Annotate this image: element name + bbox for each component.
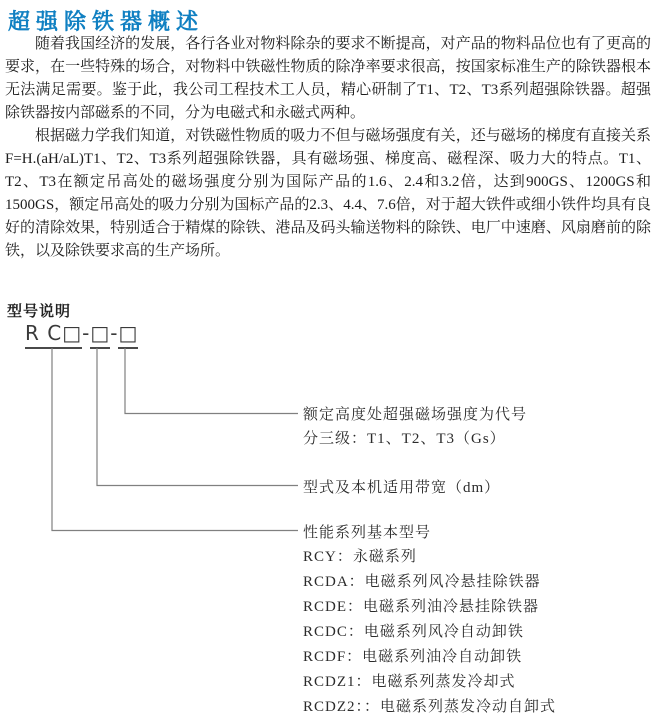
callout-field2: 型式及本机适用带宽（dm） [303,480,501,496]
series-item-rcdf: RCDF：电磁系列油冷自动卸铁 [303,649,523,665]
series-item-rcdc: RCDC：电磁系列风冷自动卸铁 [303,624,524,640]
model-code-dash-2: - [110,321,119,345]
series-item-rcdz1: RCDZ1：电磁系列蒸发冷却式 [303,674,516,690]
model-code-dash-1: - [82,321,91,345]
callout-field3-line2: 分三级：T1、T2、T3（Gs） [303,431,506,447]
series-list [303,545,556,715]
callout-line-field1 [52,348,298,531]
model-section-heading: 型号说明 [7,303,72,320]
callout-line-field3 [125,348,298,414]
page-title: 超强除铁器概述 [8,9,205,34]
callout-field1: 性能系列基本型号 [303,525,432,541]
model-code-box-3: □ [118,321,138,349]
overview-paragraph-2: 根据磁力学我们知道，对铁磁性物质的吸力不但与磁场强度有关，还与磁场的梯度有直接关系F=H.(aH/aL)T1、T2、T3系列超强除铁器，具有磁场强、梯度高、磁程深、吸力大的特点。T1、T2、T3在额定吊高处的磁场强度分别为国际产品的1.6、2.4和3.2倍，达到900GS、1200GS和1500GS，额定吊高处的吸力分别为国标产品的2.3、4.4、7.6倍，对于超大铁件或细小铁件均具有良好的清除效果，特别适合于精煤的除铁、港品及码头输送物料的除铁、电厂中速磨、风扇磨前的除铁，以及除铁要求高的生产场所。 [5,128,651,259]
model-code-prefix: R C□ [25,321,82,349]
model-code [25,321,138,345]
callout-line-field2 [97,348,298,486]
series-item-rcda: RCDA：电磁系列风冷悬挂除铁器 [303,574,541,590]
callout-field3-line1: 额定高度处超强磁场强度为代号 [303,407,528,423]
series-item-rcy: RCY：永磁系列 [303,549,417,565]
overview-paragraph-1: 随着我国经济的发展，各行各业对物料除杂的要求不断提高，对产品的物料品位也有了更高的要求，在一些特殊的场合，对物料中铁磁性物质的除净率要求很高，按国家标准生产的除铁器根本无法满足需要。鉴于此，我公司工程技术工人员，精心研制了T1、T2、T3系列超强除铁器。超强除铁器按内部磁系的不同，分为电磁式和永磁式两种。 [5,36,651,121]
series-item-rcde: RCDE：电磁系列油冷悬挂除铁器 [303,599,540,615]
series-item-rcdz2: RCDZ2：：电磁系列蒸发冷动自卸式 [303,699,557,715]
model-code-box-2: □ [90,321,110,349]
